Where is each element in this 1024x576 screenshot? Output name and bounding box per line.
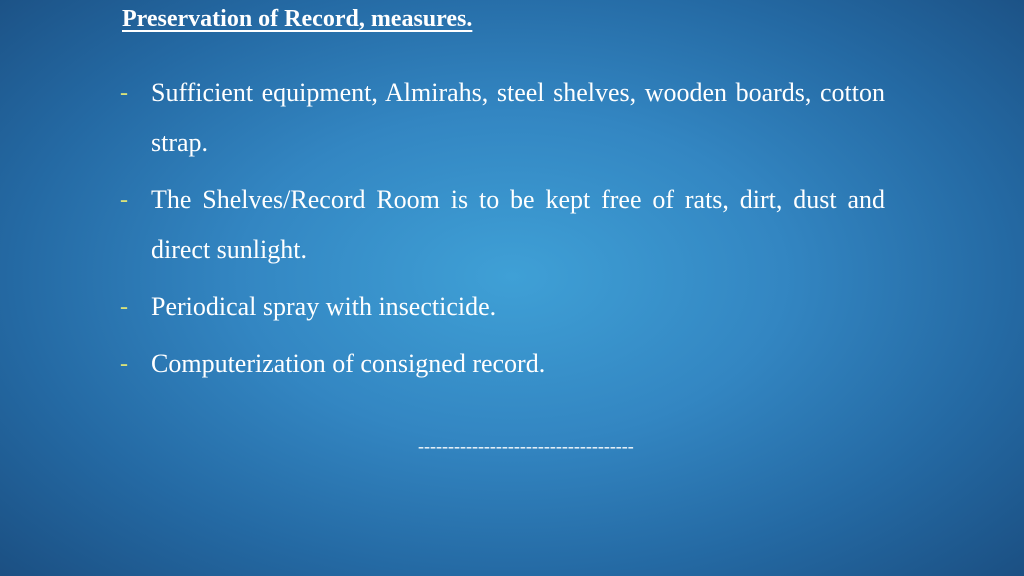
bullet-text: The Shelves/Record Room is to be kept free of rats, dirt, dust and direct sunlight.	[151, 185, 885, 264]
bullet-item-record-room	[118, 175, 885, 275]
bullet-list	[118, 68, 885, 396]
bullet-marker: -	[120, 187, 128, 213]
bullet-marker: -	[120, 294, 128, 320]
bullet-text: Computerization of consigned record.	[151, 349, 546, 378]
bullet-marker: -	[120, 351, 128, 377]
bullet-text: Sufficient equipment, Almirahs, steel shelves, wooden boards, cotton strap.	[151, 78, 885, 157]
bullet-marker: -	[120, 80, 128, 106]
end-divider: ------------------------------------	[418, 436, 634, 456]
bullet-item-equipment	[118, 68, 885, 168]
bullet-item-insecticide	[118, 282, 885, 332]
bullet-item-computerization	[118, 339, 885, 389]
bullet-text: Periodical spray with insecticide.	[151, 292, 497, 321]
slide-title: Preservation of Record, measures.	[122, 6, 473, 32]
